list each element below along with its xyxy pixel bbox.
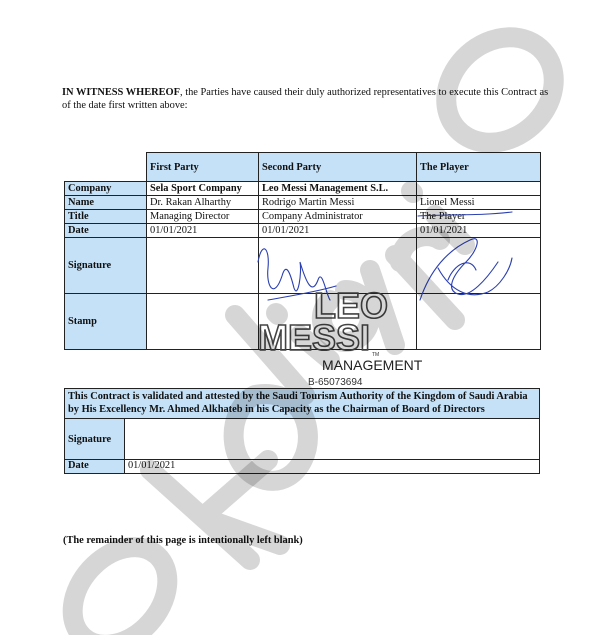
witness-paragraph <box>62 86 552 112</box>
row-label-name: Name <box>65 196 147 210</box>
header-the-player: The Player <box>417 153 541 182</box>
name-first-party: Dr. Rakan Alharthy <box>147 196 259 210</box>
header-first-party: First Party <box>147 153 259 182</box>
signature-first-party <box>147 238 259 294</box>
attestation-signature-cell <box>124 419 539 460</box>
company-first-party: Sela Sport Company <box>147 182 259 196</box>
attestation-heading: This Contract is validated and attested by the Saudi Tourism Authority of the Kingdom of Saudi Arabia by His Excellency Mr. Ahmed Alkhateb in his Capacity as the Chairman of Board of Directors <box>65 389 540 419</box>
stamp-first-party <box>147 294 259 350</box>
row-label-date: Date <box>65 224 147 238</box>
date-player: 01/01/2021 <box>417 224 541 238</box>
date-second-party: 01/01/2021 <box>259 224 417 238</box>
date-first-party: 01/01/2021 <box>147 224 259 238</box>
attestation-date-label: Date <box>65 460 125 474</box>
witness-heading: IN WITNESS WHEREOF <box>62 87 180 98</box>
row-label-title: Title <box>65 210 147 224</box>
attestation-signature-label: Signature <box>65 419 125 460</box>
company-player <box>417 182 541 196</box>
company-second-party: Leo Messi Management S.L. <box>259 182 417 196</box>
title-player: The Player <box>417 210 541 224</box>
name-player: Lionel Messi <box>417 196 541 210</box>
row-label-stamp: Stamp <box>65 294 147 350</box>
attestation-table <box>64 388 540 474</box>
name-second-party: Rodrigo Martin Messi <box>259 196 417 210</box>
attestation-date-value: 01/01/2021 <box>124 460 539 474</box>
blank-remainder-note: (The remainder of this page is intentionally left blank) <box>63 535 303 546</box>
logo-tm-text: TM <box>372 352 380 358</box>
company-registration-id: B-65073694 <box>308 377 363 388</box>
logo-messi-text: MESSI <box>258 317 371 358</box>
logo-leo-text: LEO <box>314 285 389 326</box>
title-first-party: Managing Director <box>147 210 259 224</box>
row-label-company: Company <box>65 182 147 196</box>
leo-messi-management-logo <box>250 268 440 378</box>
row-label-signature: Signature <box>65 238 147 294</box>
witness-text: , the Parties have caused their duly authorized representatives to execute this Contract as of the date first written above: <box>62 87 549 111</box>
header-second-party: Second Party <box>259 153 417 182</box>
blank-corner-cell <box>65 153 147 182</box>
title-second-party: Company Administrator <box>259 210 417 224</box>
logo-management-text: MANAGEMENT <box>322 357 423 373</box>
